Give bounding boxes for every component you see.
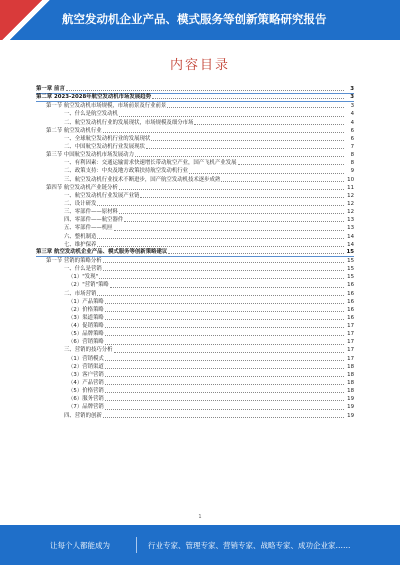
toc-leader-dots: [124, 221, 344, 222]
toc-leader-dots: [105, 344, 344, 345]
toc-entry-label: （4）产品营销: [68, 380, 104, 387]
toc-entry-label: 四、营销的创新: [64, 412, 102, 419]
toc-entry-page: 14: [347, 233, 354, 240]
toc-entry-label: （6）营销策略: [68, 339, 104, 346]
toc-entry-page: 17: [347, 339, 354, 346]
toc-entry-page: 18: [347, 363, 354, 370]
toc-entry-page: 6: [350, 135, 354, 142]
toc-entry-label: 一、航空发动机行业发展产业链: [64, 192, 140, 199]
toc-entry-page: 17: [347, 331, 354, 338]
toc-entry-label: 第二节 航空发动机行业: [46, 127, 102, 134]
toc-entry[interactable]: [36, 151, 354, 159]
toc-entry-label: （1）营销模式: [68, 355, 104, 362]
toc-leader-dots: [105, 319, 344, 320]
toc-entry-page: 18: [347, 388, 354, 395]
toc-leader-dots: [114, 230, 344, 231]
toc-entry-label: 三、航空发动机行业技术不断进步，国产航空发动机技术逐步成熟: [64, 176, 221, 183]
toc-entry[interactable]: [36, 330, 354, 338]
toc-leader-dots: [97, 205, 344, 206]
toc-entry[interactable]: [36, 273, 354, 281]
toc-entry-page: 6: [350, 127, 354, 134]
toc-leader-dots: [119, 213, 344, 214]
toc-entry-page: 15: [347, 266, 354, 273]
toc-entry-label: 六、整机制造: [64, 233, 97, 240]
toc-leader-dots: [105, 360, 344, 361]
toc-leader-dots: [114, 352, 344, 353]
toc-leader-dots: [105, 368, 344, 369]
toc-entry-page: 16: [347, 298, 354, 305]
toc-entry-label: （4）促销策略: [68, 323, 104, 330]
toc-entry[interactable]: [36, 200, 354, 208]
toc-entry[interactable]: [36, 257, 354, 265]
toc-entry-label: （1）产品策略: [68, 298, 104, 305]
toc-entry-page: 10: [347, 176, 354, 183]
toc-entry[interactable]: [36, 371, 354, 379]
toc-entry[interactable]: [36, 265, 354, 273]
report-title: 航空发动机企业产品、模式服务等创新策略研究报告: [62, 12, 327, 26]
toc-leader-dots: [99, 278, 344, 279]
toc-entry-page: 7: [350, 143, 354, 150]
toc-entry[interactable]: [36, 143, 354, 151]
toc-leader-dots: [97, 295, 344, 296]
toc-entry-page: 11: [347, 184, 354, 191]
toc-entry-page: 15: [347, 257, 354, 264]
toc-entry[interactable]: [36, 379, 354, 387]
toc-entry-page: 3: [350, 94, 354, 101]
toc-entry-label: 二、市场营销: [64, 290, 97, 297]
page-number: 1: [198, 514, 202, 520]
toc-entry[interactable]: [36, 159, 354, 167]
toc-entry-label: 第一章 前言: [36, 85, 65, 92]
toc-entry-label: （3）渠道策略: [68, 314, 104, 321]
toc-entry-page: 17: [347, 355, 354, 362]
toc-leader-dots: [105, 392, 344, 393]
toc-leader-dots: [105, 384, 344, 385]
toc-leader-dots: [151, 140, 344, 141]
toc-entry-page: 16: [347, 282, 354, 289]
toc-entry-page: 12: [347, 200, 354, 207]
toc-leader-dots: [140, 197, 344, 198]
toc-entry[interactable]: [36, 192, 354, 200]
toc-leader-dots: [97, 246, 344, 247]
toc-entry[interactable]: [36, 94, 354, 102]
toc-entry[interactable]: [36, 208, 354, 216]
toc-leader-dots: [221, 181, 344, 182]
toc-entry-page: 9: [350, 168, 354, 175]
toc-entry-label: 第一节 营销的策略分析: [46, 257, 102, 264]
toc-entry[interactable]: [36, 249, 354, 257]
toc-entry-page: 3: [350, 85, 354, 92]
toc-title: 内容目录: [169, 58, 230, 73]
toc-entry-label: （5）价格营销: [68, 388, 104, 395]
toc-entry[interactable]: [36, 347, 354, 355]
toc-entry-label: （7）品牌营销: [68, 404, 104, 411]
toc-entry-label: 二、政策支持：中央及地方政策扶持航空发动机行业: [64, 168, 188, 175]
toc-leader-dots: [119, 189, 344, 190]
toc-leader-dots: [105, 327, 344, 328]
toc-leader-dots: [146, 148, 344, 149]
toc-leader-dots: [66, 90, 344, 91]
toc-entry-label: 三、零部件——原材料: [64, 209, 118, 216]
table-of-contents: [36, 86, 354, 420]
toc-entry-page: 12: [347, 192, 354, 199]
toc-leader-dots: [168, 253, 344, 254]
toc-entry-label: 一、什么是航空发动机: [64, 111, 118, 118]
toc-entry-label: 三、营销的技巧分析: [64, 347, 113, 354]
toc-leader-dots: [103, 132, 344, 133]
toc-entry-label: 二、设计研发: [64, 200, 97, 207]
toc-entry[interactable]: [36, 314, 354, 322]
toc-entry-page: 15: [347, 274, 354, 281]
toc-leader-dots: [103, 417, 344, 418]
toc-leader-dots: [105, 335, 344, 336]
toc-entry-label: 七、维护保养: [64, 241, 97, 248]
toc-entry[interactable]: [36, 403, 354, 411]
toc-leader-dots: [103, 262, 344, 263]
toc-entry-label: （2）"营销"策略: [68, 282, 109, 289]
toc-leader-dots: [105, 400, 344, 401]
toc-entry[interactable]: [36, 387, 354, 395]
toc-entry-page: 4: [350, 119, 354, 126]
toc-entry-label: 一、有利因素：交通运输需求快速增长带动航空产业，国产飞机产业发展: [64, 160, 237, 167]
toc-entry-page: 16: [347, 314, 354, 321]
toc-leader-dots: [105, 376, 344, 377]
toc-entry[interactable]: [36, 233, 354, 241]
toc-leader-dots: [103, 270, 344, 271]
toc-entry-label: （5）品牌策略: [68, 331, 104, 338]
toc-entry-page: 17: [347, 347, 354, 354]
toc-entry-label: （2）价格策略: [68, 306, 104, 313]
toc-leader-dots: [119, 116, 344, 117]
toc-leader-dots: [97, 238, 344, 239]
toc-entry-page: 16: [347, 290, 354, 297]
toc-entry-page: 17: [347, 323, 354, 330]
toc-entry[interactable]: [36, 363, 354, 371]
toc-leader-dots: [105, 409, 344, 410]
footer-slogan-left: 让每个人都能成为: [50, 541, 110, 550]
toc-entry-label: 四、零部件——航空器件: [64, 217, 124, 224]
toc-entry-label: 二、航空发动机行业的发展现状，市场规模及细分市场: [64, 119, 194, 126]
toc-entry-page: 15: [346, 248, 354, 255]
toc-entry-label: 第二章 2023-2028年航空发动机市场发展趋势: [36, 94, 151, 101]
toc-entry-page: 8: [350, 152, 354, 159]
toc-entry[interactable]: [36, 355, 354, 363]
header-stripe-decoration: [0, 0, 52, 40]
toc-entry-label: （6）服务营销: [68, 396, 104, 403]
toc-entry-page: 18: [347, 371, 354, 378]
toc-entry-label: 一、什么是营销: [64, 266, 102, 273]
toc-entry[interactable]: [36, 322, 354, 330]
toc-entry[interactable]: [36, 306, 354, 314]
toc-entry[interactable]: [36, 176, 354, 184]
toc-entry-page: 19: [347, 412, 354, 419]
toc-entry-page: 13: [347, 217, 354, 224]
toc-leader-dots: [152, 98, 344, 99]
toc-entry[interactable]: [36, 135, 354, 143]
toc-entry-label: 第三章 航空发动机企业产品、模式服务等创新策略建议: [36, 248, 168, 255]
toc-entry-label: （2）营销渠道: [68, 363, 104, 370]
toc-leader-dots: [105, 311, 344, 312]
page-footer: [0, 525, 400, 565]
toc-entry[interactable]: [36, 298, 354, 306]
toc-entry[interactable]: [36, 290, 354, 298]
toc-entry-label: 第四节 航空发动机产业链分析: [46, 184, 118, 191]
footer-divider: [136, 537, 137, 553]
toc-entry-page: 12: [347, 209, 354, 216]
footer-slogan-right: 行业专家、管理专家、营销专家、战略专家、成功企业家……: [148, 541, 351, 550]
toc-entry[interactable]: [36, 281, 354, 289]
toc-entry-label: 一、全球航空发动机行业的发展现状: [64, 135, 151, 142]
toc-leader-dots: [194, 124, 344, 125]
toc-leader-dots: [105, 303, 344, 304]
toc-entry-label: 第一节 航空发动机市场规模，市场前景及行业前景: [46, 103, 167, 110]
toc-entry-page: 19: [347, 396, 354, 403]
toc-entry[interactable]: [36, 127, 354, 135]
toc-entry-label: 五、零部件——机匣: [64, 225, 113, 232]
toc-entry[interactable]: [36, 167, 354, 175]
toc-entry[interactable]: [36, 110, 354, 118]
page-header: [0, 0, 400, 40]
toc-entry-page: 16: [347, 306, 354, 313]
toc-entry-label: 第三节 中国航空发动机市场发展动力: [46, 152, 134, 159]
toc-entry[interactable]: [36, 184, 354, 192]
toc-leader-dots: [238, 164, 344, 165]
toc-leader-dots: [167, 107, 344, 108]
toc-entry-page: 14: [347, 241, 354, 248]
toc-entry[interactable]: [36, 412, 354, 420]
toc-leader-dots: [110, 287, 344, 288]
toc-entry[interactable]: [36, 119, 354, 127]
toc-entry-page: 19: [347, 404, 354, 411]
toc-entry-page: 13: [347, 225, 354, 232]
toc-entry-label: 二、中国航空发动机行业发展现状: [64, 143, 145, 150]
toc-entry-label: （3）客户营销: [68, 371, 104, 378]
toc-entry-page: 3: [350, 103, 354, 110]
toc-entry[interactable]: [36, 224, 354, 232]
toc-leader-dots: [189, 173, 344, 174]
toc-entry-label: （1）"发现": [68, 274, 98, 281]
toc-entry-page: 4: [350, 111, 354, 118]
toc-entry[interactable]: [36, 216, 354, 224]
toc-entry[interactable]: [36, 395, 354, 403]
toc-leader-dots: [135, 156, 344, 157]
toc-entry[interactable]: [36, 338, 354, 346]
toc-entry-page: 8: [350, 160, 354, 167]
toc-entry-page: 18: [347, 380, 354, 387]
toc-entry[interactable]: [36, 102, 354, 110]
